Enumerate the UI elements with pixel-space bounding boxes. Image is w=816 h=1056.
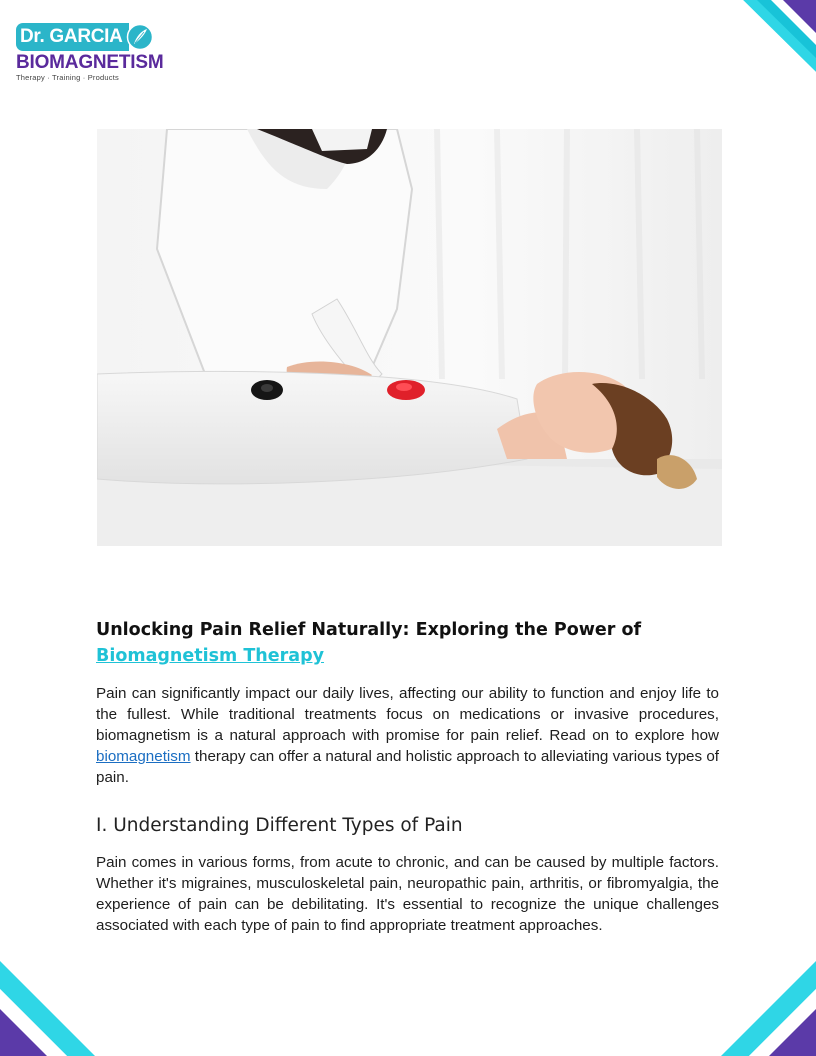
intro-text-before: Pain can significantly impact our daily lives, affecting our ability to function and enjoy life to the fullest. While traditional treatments focus on medications or invasive procedures, biomagnetism is a natural approach with promise for pain relief. Read on to explore how <box>96 685 719 744</box>
logo-tagline: Therapy · Training · Products <box>16 73 119 82</box>
biomagnetism-therapy-link[interactable]: Biomagnetism Therapy <box>96 646 325 666</box>
article <box>96 617 719 936</box>
section-heading: I. Understanding Different Types of Pain <box>96 815 463 836</box>
section-paragraph: Pain comes in various forms, from acute to chronic, and can be caused by multiple factors. Whether it's migraines, musculoskeletal pain, neuropathic pain, arthritis, or fibromyalgia, the experience of pain can be debilitating. It's essential to recognize the unique challenges associated with each type of pain to find appropriate treatment approaches. <box>96 854 719 934</box>
intro-text-after: therapy can offer a natural and holistic approach to alleviating various types of pain. <box>96 748 719 786</box>
title-text: Unlocking Pain Relief Naturally: Exploring the Power of <box>96 620 642 640</box>
hero-photo <box>97 129 722 546</box>
intro-paragraph <box>96 683 719 788</box>
biomagnetism-inline-link[interactable]: biomagnetism <box>96 748 191 765</box>
corner-decoration-bottom-right <box>721 961 816 1056</box>
brand-logo[interactable] <box>16 22 186 84</box>
corner-decoration-bottom-left <box>0 961 95 1056</box>
corner-decoration-top-right <box>721 0 816 95</box>
feather-icon <box>126 23 154 51</box>
logo-name: BIOMAGNETISM <box>16 52 164 73</box>
article-title <box>96 617 719 669</box>
photo-patient-biomagnetism-session-icon <box>97 129 722 546</box>
logo-badge-text: Dr. GARCIA <box>16 23 129 51</box>
